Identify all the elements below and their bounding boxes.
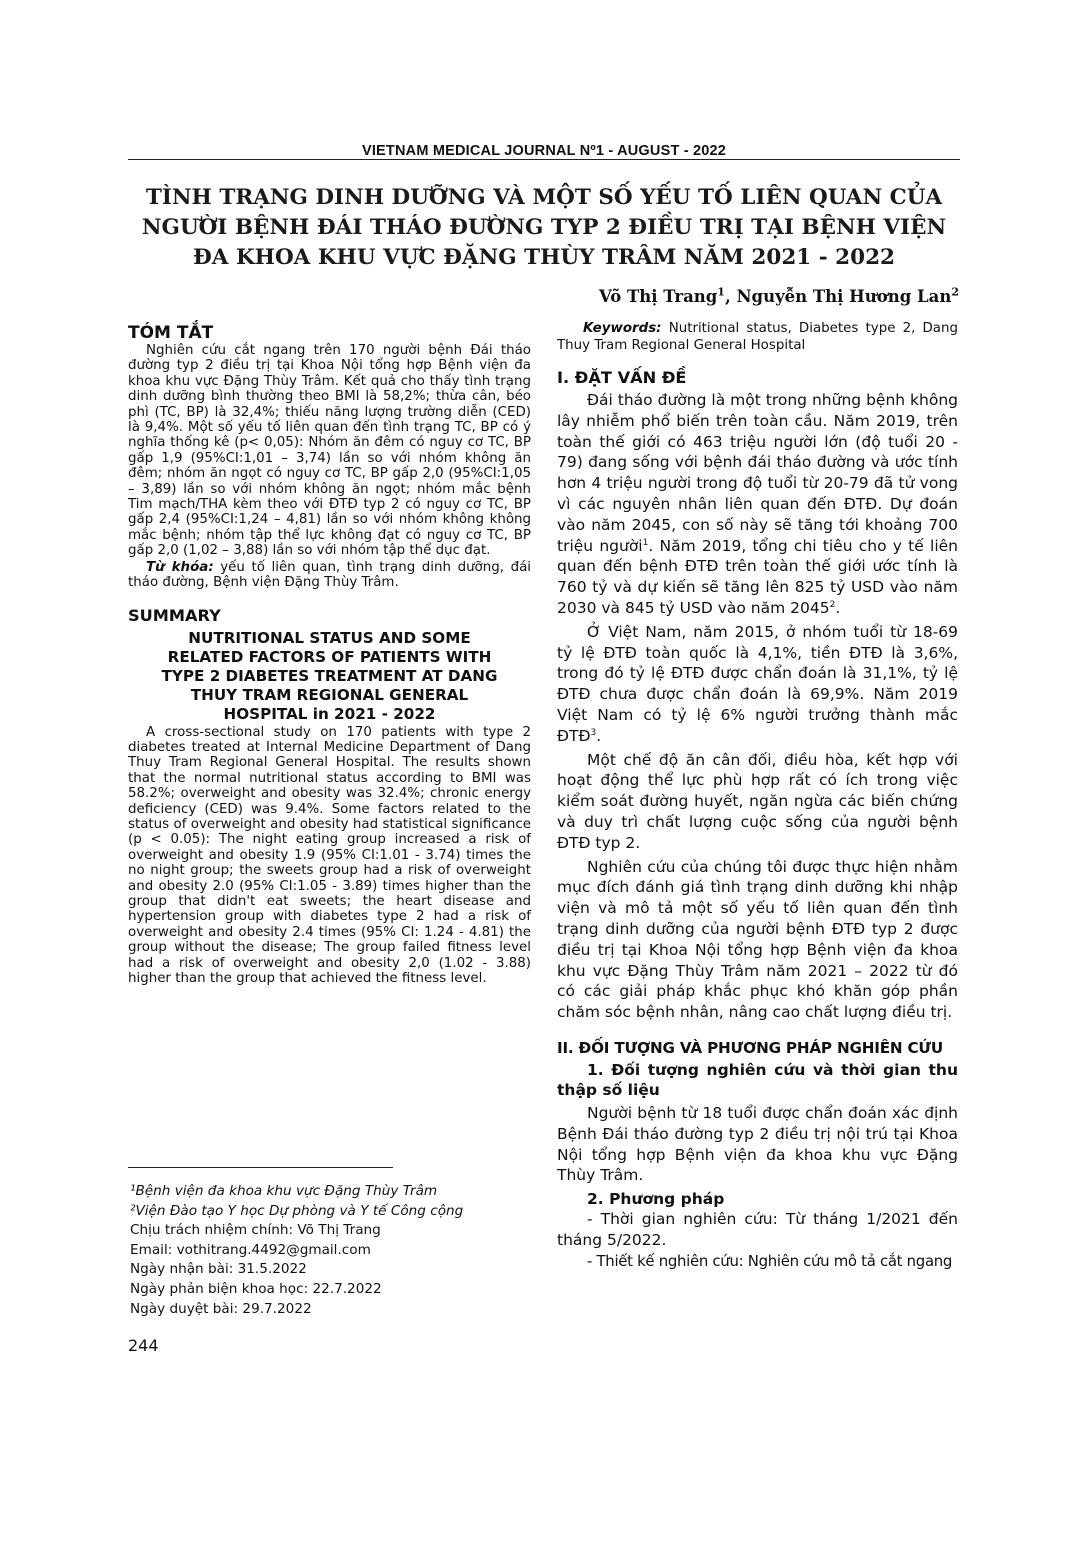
list-item: - Thời gian nghiên cứu: Từ tháng 1/2021 đến tháng 5/2022. (557, 1210, 958, 1249)
keywords-label: Keywords: (583, 321, 662, 336)
title-line: TÌNH TRẠNG DINH DƯỠNG VÀ MỘT SỐ YẾU TỐ LIÊN QUAN CỦA (145, 185, 943, 210)
journal-running-header: VIETNAM MEDICAL JOURNAL Nº1 - AUGUST - 2022 (361, 143, 727, 159)
summary-title (128, 629, 531, 725)
summary-title-line: TYPE 2 DIABETES TREATMENT AT DANG (161, 666, 498, 685)
citation-ref: 1 (642, 537, 649, 548)
article-title (128, 183, 960, 273)
body-paragraph: Một chế độ ăn cân đối, điều hòa, kết hợp với hoạt động thể lực phù hợp rất có ích trong việc kiểm soát đường huyết, ngăn ngừa các biến chứng và duy trì chất lượng cuộc sống của người bệnh ĐTĐ typ 2. (557, 750, 958, 852)
right-column (557, 318, 958, 1271)
author-affiliation-mark: 2 (951, 285, 959, 299)
body-paragraph: Người bệnh từ 18 tuổi được chẩn đoán xác định Bệnh Đái tháo đường typ 2 điều trị nội trú tại Khoa Nội tổng hợp Bệnh viện đa khoa khu vực Đặng Thùy Trâm. (557, 1103, 958, 1185)
summary-title-line: RELATED FACTORS OF PATIENTS WITH (167, 647, 492, 666)
abstract-vi-heading: TÓM TẮT (128, 323, 214, 343)
section-heading-methods: II. ĐỐI TƯỢNG VÀ PHƯƠNG PHÁP NGHIÊN CỨU (557, 1038, 944, 1057)
footnote-responsible-author: Chịu trách nhiệm chính: Võ Thị Trang (130, 1222, 381, 1239)
abstract-vi-keywords (128, 560, 531, 591)
author-name: Nguyễn Thị Hương Lan (736, 287, 952, 306)
list-item: - Thiết kế nghiên cứu: Nghiên cứu mô tả cắt ngang (587, 1251, 953, 1270)
footnote-accepted-date: Ngày duyệt bài: 29.7.2022 (130, 1300, 312, 1317)
footnote-review-date: Ngày phản biện khoa học: 22.7.2022 (130, 1280, 382, 1297)
footnote-divider (128, 1167, 393, 1168)
keywords-label: Từ khóa: (146, 559, 214, 575)
summary-keywords (557, 320, 958, 354)
body-paragraph: Nghiên cứu của chúng tôi được thực hiện nhằm mục đích đánh giá tình trạng dinh dưỡng khi nhập viện và mô tả một số yếu tố liên quan đến tình trạng dinh dưỡng của người bệnh ĐTĐ typ 2 được điều trị tại Khoa Nội tổng hợp Bệnh viện đa khoa khu vực Đặng Thùy Trâm năm 2021 – 2022 từ đó có các giải pháp khắc phục khó khăn góp phần chăm sóc bệnh nhân, nâng cao chất lượng điều trị. (557, 857, 958, 1022)
footnote-affiliation: ²Viện Đào tạo Y học Dự phòng và Y tế Công cộng (130, 1202, 464, 1219)
title-line: NGƯỜI BỆNH ĐÁI THÁO ĐƯỜNG TYP 2 ĐIỀU TRỊ TẠI BỆNH VIỆN (141, 215, 947, 240)
author-affiliation-mark: 1 (717, 285, 725, 299)
subsection-heading: 1. Đối tượng nghiên cứu và thời gian thu thập số liệu (557, 1060, 958, 1099)
summary-title-line: THUY TRAM REGIONAL GENERAL (190, 686, 469, 705)
footnote-email: Email: vothitrang.4492@gmail.com (130, 1241, 371, 1258)
citation-ref: 2 (829, 599, 836, 610)
author-name: Võ Thị Trang (598, 287, 718, 306)
citation-ref: 3 (590, 727, 597, 738)
page-number: 244 (128, 1336, 159, 1355)
title-line: ĐA KHOA KHU VỰC ĐẶNG THÙY TRÂM NĂM 2021 - 2022 (192, 245, 895, 270)
footnotes (130, 1182, 530, 1319)
abstract-vi-text: Nghiên cứu cắt ngang trên 170 người bệnh Đái tháo đường typ 2 điều trị tại Khoa Nội tổng hợp Bệnh viện đa khoa khu vực Đặng Thùy Trâm. Kết quả cho thấy tình trạng dinh dưỡng bình thường theo BMI là 58,2%; thừa cân, béo phì (TC, BP) là 32,4%; thiếu năng lượng trường diễn (CED) là 9,4%. Một số yếu tố liên quan đến tình trạng TC, BP có ý nghĩa thống kê (p< 0,05): Nhóm ăn đêm có nguy cơ TC, BP gấp 1,9 (95%CI:1,01 – 3,74) lần so với nhóm không ăn đêm; nhóm ăn ngọt có nguy cơ TC, BP gấp 2,0 (95%CI:1,05 – 3,89) lần so với nhóm không ăn ngọt; nhóm mắc bệnh Tim mạch/THA kèm theo với ĐTĐ typ 2 có nguy cơ TC, BP gấp 2,4 (95%CI:1,24 – 4,81) lần so với nhóm không không mắc bệnh; nhóm tập thể lực không đạt có nguy cơ TC, BP gấp 2,0 (1,02 – 3,88) lần so với nhóm tập thể dục đạt. (128, 343, 531, 559)
footnote-affiliation: ¹Bệnh viện đa khoa khu vực Đặng Thùy Trâm (130, 1183, 438, 1199)
summary-heading: SUMMARY (128, 605, 221, 625)
summary-title-line: NUTRITIONAL STATUS AND SOME (188, 628, 471, 647)
footnote-received-date: Ngày nhận bài: 31.5.2022 (130, 1261, 307, 1278)
section-heading-introduction: I. ĐẶT VẤN ĐỀ (557, 368, 687, 387)
subsection-heading: 2. Phương pháp (587, 1190, 725, 1209)
keywords-text: Nutritional status, Diabetes type 2, Dang Thuy Tram Regional General Hospital (557, 321, 958, 353)
header-divider (128, 159, 960, 160)
summary-title-line: HOSPITAL in 2021 - 2022 (223, 705, 436, 724)
body-paragraph: Đái tháo đường là một trong những bệnh không lây nhiễm phổ biến trên toàn cầu. Năm 2019, trên toàn thế giới có 463 triệu người lớn (độ tuổi 20 - 79) đang sống với bệnh đái tháo đường và ước tính hơn 4 triệu người trong độ tuổi từ 20-79 đã tử vong vì các nguyên nhân liên quan đến ĐTĐ. Dự đoán vào năm 2045, con số này sẽ tăng tới khoảng 700 triệu người$^1$. Năm 2019, tổng chi tiêu cho y tế liên quan đến bệnh ĐTĐ trên toàn thế giới ước tính là 760 tỷ và dự kiến sẽ tăng lên 825 tỷ USD vào năm 2030 và 845 tỷ USD vào năm 2045$^2$. (557, 391, 958, 617)
keywords-text: yếu tố liên quan, tình trạng dinh dưỡng, đái tháo đường, Bệnh viện Đặng Thùy Trâm. (128, 559, 531, 591)
left-column (128, 318, 531, 986)
author-list (599, 287, 959, 306)
author-separator: , (724, 287, 737, 306)
body-paragraph: Ở Việt Nam, năm 2015, ở nhóm tuổi từ 18-69 tỷ lệ ĐTĐ toàn quốc là 4,1%, tiền ĐTĐ là 3,6%, trong đó tỷ lệ ĐTĐ được chẩn đoán là 31,1%, tỷ lệ ĐTĐ chưa được chẩn đoán là 69,9%. Năm 2019 Việt Nam có tỷ lệ 6% người trưởng thành mắc ĐTĐ$^3$. (557, 622, 958, 745)
summary-text: A cross-sectional study on 170 patients with type 2 diabetes treated at Internal Medicine Department of Dang Thuy Tram Regional General Hospital. The results shown that the normal nutritional status according to BMI was 58.2%; overweight and obesity was 32.4%; chronic energy deficiency (CED) was 9.4%. Some factors related to the status of overweight and obesity had statistical significance (p < 0.05): The night eating group increased a risk of overweight and obesity 1.9 (95% CI:1.01 - 3.74) times the no night group; the sweets group had a risk of overweight and obesity 2.0 (95% CI:1.05 - 3.89) times higher than the group that didn't eat sweets; the heart disease and hypertension group with diabetes type 2 had a risk of overweight and obesity 2.4 times (95% CI: 1.24 - 4.81) the group without the disease; The group failed fitness level had a risk of overweight and obesity 2,0 (1.02 - 3.88) higher than the group that achieved the fitness level. (128, 724, 531, 987)
